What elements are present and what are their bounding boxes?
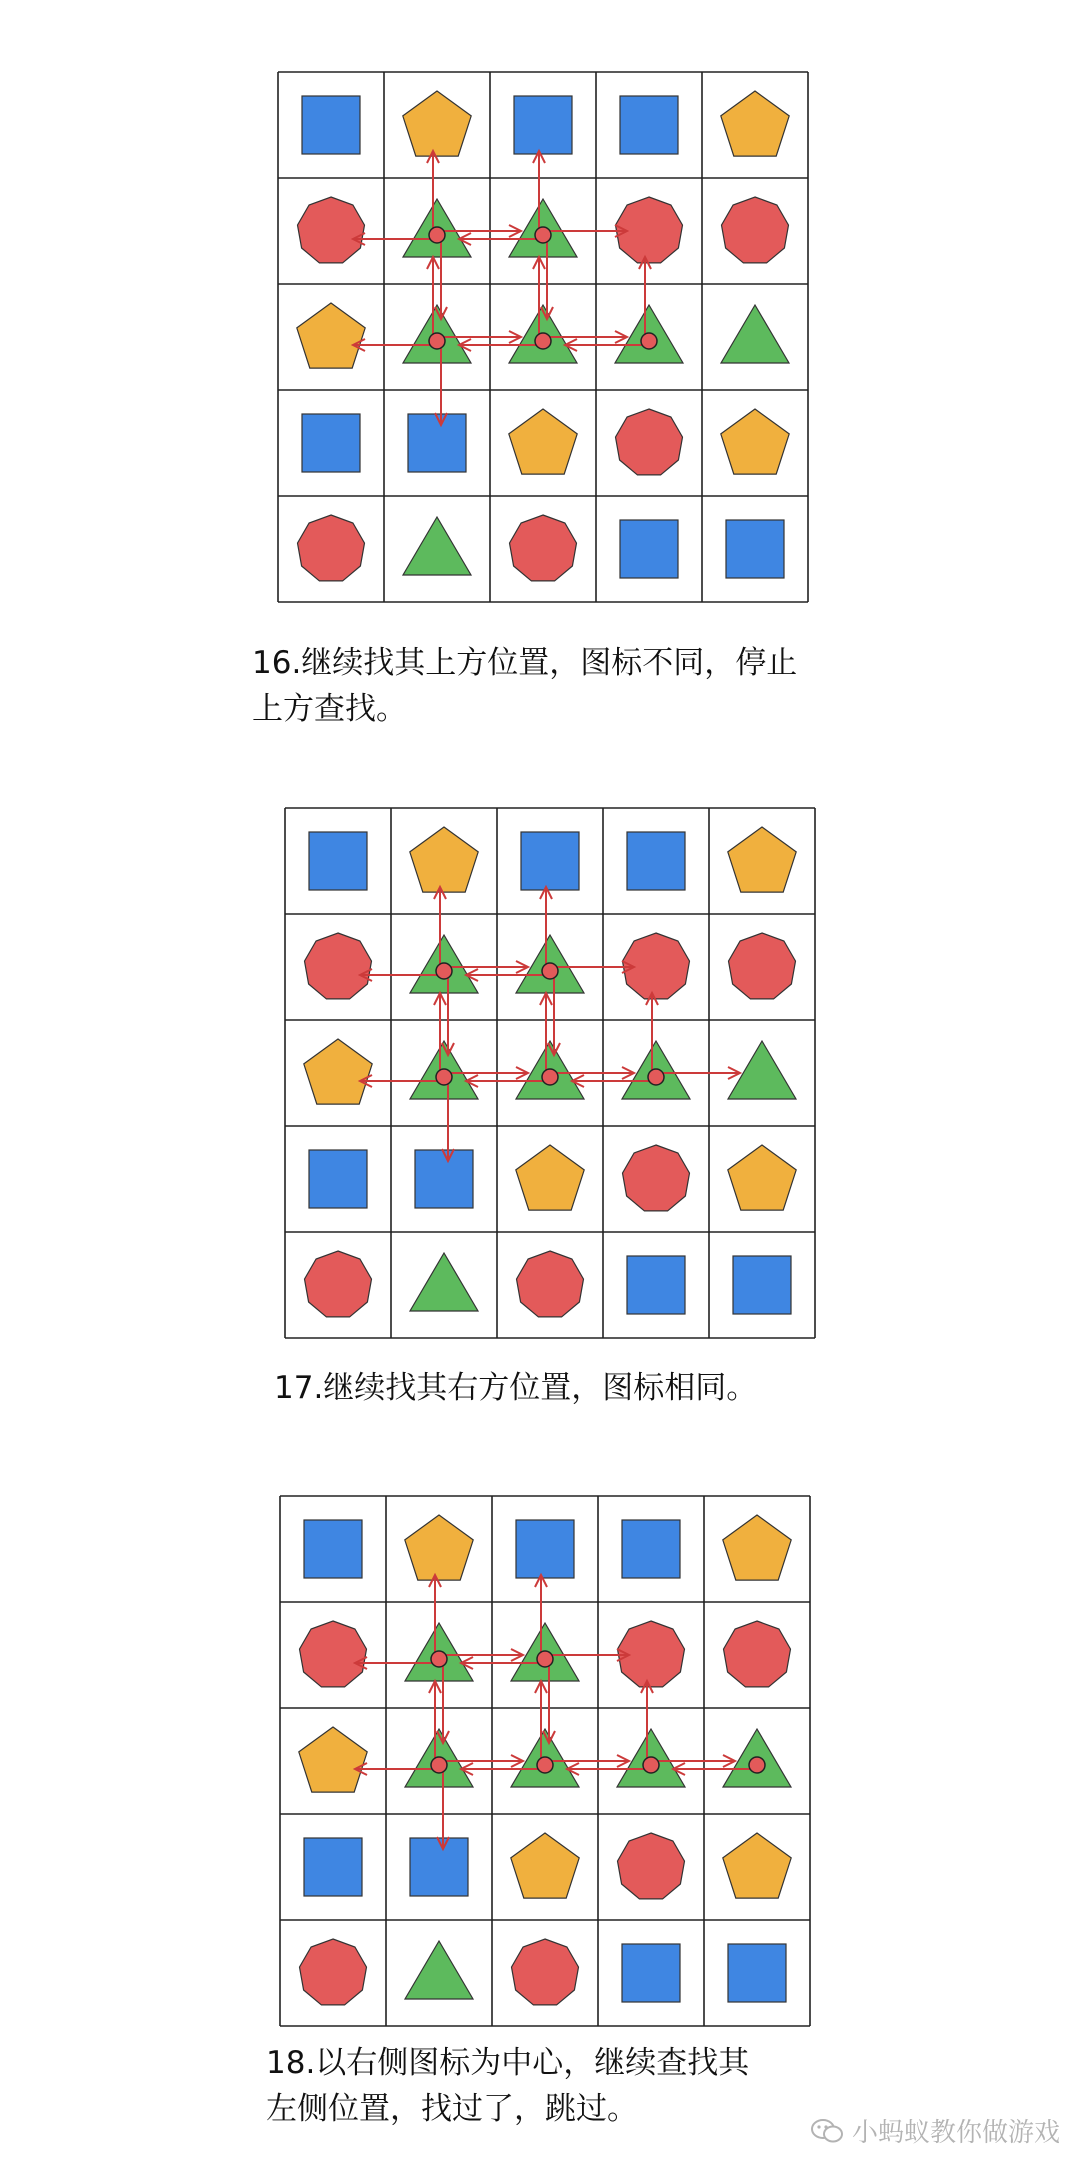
grid-cell: [304, 1039, 372, 1104]
grid-cell: [305, 1251, 372, 1317]
grid-cell: [728, 827, 796, 892]
pentagon-icon: [403, 91, 471, 156]
visited-dot: [537, 1757, 553, 1773]
grid-cell: [403, 517, 471, 575]
square-icon: [622, 1520, 680, 1578]
grid-diagram-17: [285, 808, 815, 1338]
caption-step-18: 18.以右侧图标为中心，继续查找其 左侧位置，找过了，跳过。: [266, 2045, 750, 2127]
triangle-icon: [405, 1941, 473, 1999]
square-icon: [304, 1838, 362, 1896]
grid-cell: [298, 197, 365, 263]
visited-dot: [537, 1651, 553, 1667]
pentagon-icon: [297, 303, 365, 368]
grid-cell: [728, 1145, 796, 1210]
octagon-icon: [300, 1939, 367, 2005]
triangle-icon: [403, 517, 471, 575]
square-icon: [521, 832, 579, 890]
grid-cell: [309, 1150, 367, 1208]
grid-cell: [300, 1939, 367, 2005]
visited-dot: [429, 333, 445, 349]
grid-diagram-16: [278, 72, 808, 602]
caption-step-16: 16.继续找其上方位置，图标不同，停止 上方查找。: [252, 645, 798, 727]
square-icon: [728, 1944, 786, 2002]
grid-cell: [721, 91, 789, 156]
grid-cell: [627, 832, 685, 890]
visited-dot: [641, 333, 657, 349]
pentagon-icon: [516, 1145, 584, 1210]
grid-cell: [722, 197, 789, 263]
octagon-icon: [517, 1251, 584, 1317]
grid-cell: [618, 1833, 685, 1899]
pentagon-icon: [723, 1833, 791, 1898]
octagon-icon: [510, 515, 577, 581]
square-icon: [302, 414, 360, 472]
visited-dot: [535, 227, 551, 243]
grid-diagram-18: [280, 1496, 810, 2026]
pentagon-icon: [721, 91, 789, 156]
grid-cell: [405, 1941, 473, 1999]
visited-dot: [643, 1757, 659, 1773]
square-icon: [516, 1520, 574, 1578]
pentagon-icon: [723, 1515, 791, 1580]
triangle-icon: [721, 305, 789, 363]
square-icon: [733, 1256, 791, 1314]
pentagon-icon: [509, 409, 577, 474]
watermark: [810, 2112, 1060, 2149]
pentagon-icon: [728, 827, 796, 892]
visited-dot: [648, 1069, 664, 1085]
square-icon: [309, 832, 367, 890]
pentagon-icon: [728, 1145, 796, 1210]
grid-cell: [305, 933, 372, 999]
octagon-icon: [298, 197, 365, 263]
square-icon: [514, 96, 572, 154]
grid-cell: [511, 1833, 579, 1898]
grid-cell: [616, 409, 683, 475]
square-icon: [408, 414, 466, 472]
visited-dot: [749, 1757, 765, 1773]
square-icon: [309, 1150, 367, 1208]
grid-cell: [309, 832, 367, 890]
grid-panel-18: [280, 1496, 810, 2026]
visited-dot: [542, 1069, 558, 1085]
visited-dot: [436, 1069, 452, 1085]
triangle-icon: [410, 1253, 478, 1311]
grid-cell: [622, 1944, 680, 2002]
grid-cell: [721, 305, 789, 363]
search-arrows: [360, 887, 740, 1161]
square-icon: [304, 1520, 362, 1578]
grid-cell: [723, 1515, 791, 1580]
pentagon-icon: [721, 409, 789, 474]
wechat-icon: [810, 2117, 844, 2145]
grid-cell: [728, 1944, 786, 2002]
grid-cell: [403, 91, 471, 156]
grid-cell: [620, 96, 678, 154]
grid-cell: [726, 520, 784, 578]
visited-dot: [535, 333, 551, 349]
grid-cell: [623, 1145, 690, 1211]
square-icon: [620, 96, 678, 154]
pentagon-icon: [410, 827, 478, 892]
grid-cell: [410, 1838, 468, 1896]
triangle-icon: [728, 1041, 796, 1099]
pentagon-icon: [405, 1515, 473, 1580]
grid-cell: [299, 1727, 367, 1792]
octagon-icon: [618, 1833, 685, 1899]
grid-cell: [516, 1520, 574, 1578]
octagon-icon: [722, 197, 789, 263]
grid-cell: [521, 832, 579, 890]
pentagon-icon: [304, 1039, 372, 1104]
visited-dot: [436, 963, 452, 979]
square-icon: [622, 1944, 680, 2002]
grid-cell: [724, 1621, 791, 1687]
grid-cell: [302, 414, 360, 472]
octagon-icon: [305, 933, 372, 999]
grid-cell: [517, 1251, 584, 1317]
grid-cell: [410, 827, 478, 892]
square-icon: [627, 1256, 685, 1314]
square-icon: [726, 520, 784, 578]
octagon-icon: [300, 1621, 367, 1687]
grid-cell: [620, 520, 678, 578]
watermark-text: 小蚂蚁教你做游戏: [851, 2118, 1060, 2148]
caption-step-17: 17.继续找其右方位置，图标相同。: [274, 1370, 758, 1406]
grid-cell: [514, 96, 572, 154]
grid-cell: [516, 1145, 584, 1210]
pentagon-icon: [299, 1727, 367, 1792]
grid-cell: [298, 515, 365, 581]
visited-dot: [542, 963, 558, 979]
grid-cell: [302, 96, 360, 154]
grid-cell: [300, 1621, 367, 1687]
pentagon-icon: [511, 1833, 579, 1898]
grid-cell: [733, 1256, 791, 1314]
octagon-icon: [729, 933, 796, 999]
octagon-icon: [724, 1621, 791, 1687]
square-icon: [415, 1150, 473, 1208]
square-icon: [302, 96, 360, 154]
grid-panel-17: [285, 808, 815, 1338]
visited-dot: [431, 1757, 447, 1773]
square-icon: [410, 1838, 468, 1896]
octagon-icon: [512, 1939, 579, 2005]
grid-panel-16: [278, 72, 808, 602]
grid-cell: [512, 1939, 579, 2005]
octagon-icon: [305, 1251, 372, 1317]
grid-cell: [297, 303, 365, 368]
visited-dot: [429, 227, 445, 243]
octagon-icon: [298, 515, 365, 581]
grid-cell: [510, 515, 577, 581]
octagon-icon: [616, 409, 683, 475]
grid-cell: [729, 933, 796, 999]
grid-cell: [509, 409, 577, 474]
grid-cell: [627, 1256, 685, 1314]
grid-cell: [405, 1515, 473, 1580]
grid-cell: [304, 1838, 362, 1896]
grid-cell: [410, 1253, 478, 1311]
grid-cell: [728, 1041, 796, 1099]
octagon-icon: [623, 1145, 690, 1211]
grid-cell: [415, 1150, 473, 1208]
search-arrows: [355, 1575, 757, 1849]
grid-cell: [723, 1833, 791, 1898]
square-icon: [627, 832, 685, 890]
grid-cell: [408, 414, 466, 472]
grid-cell: [304, 1520, 362, 1578]
grid-cell: [721, 409, 789, 474]
grid-cell: [622, 1520, 680, 1578]
square-icon: [620, 520, 678, 578]
visited-dot: [431, 1651, 447, 1667]
search-arrows: [353, 151, 651, 425]
